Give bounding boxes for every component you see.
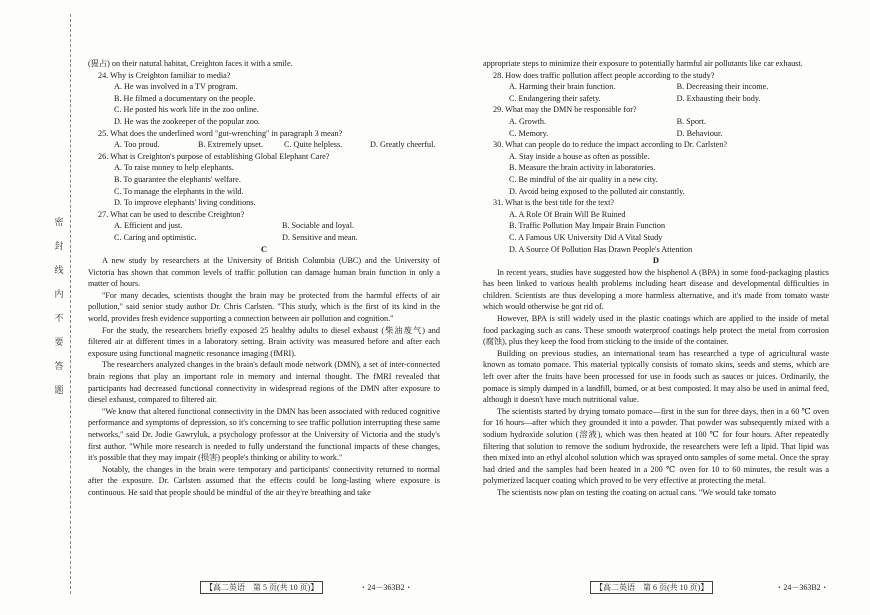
options-28-row2 xyxy=(483,93,829,105)
option-28c: C. Endangering their safety. xyxy=(509,93,601,103)
passage-c-paragraph-3: For the study, the researchers briefly exposed 25 healthy adults to diesel exhaust (柴油废气) and filtered air at different times in a laboratory setting. Brain activity was measured before and after each exposure using functional magnetic resonance imaging (fMRI). xyxy=(88,325,440,358)
question-30: 30. What can people do to reduce the impact according to Dr. Carlsten? xyxy=(493,140,728,150)
right-column xyxy=(483,58,829,499)
seal-line-label: 密 封 线 内 不 要 答 题 xyxy=(54,217,64,395)
option-26a: A. To raise money to help elephants. xyxy=(114,163,234,173)
option-25b: B. Extremely upset. xyxy=(198,140,264,150)
option-30d: D. Avoid being exposed to the polluted air constantly. xyxy=(509,186,685,196)
option-25a: A. Too proud. xyxy=(114,140,160,150)
option-24a: A. He was involved in a TV program. xyxy=(114,82,238,92)
passage-c-paragraph-6: Notably, the changes in the brain were temporary and participants' connectivity returned to normal after the exposure. Dr. Carlsten assumed that the effects could be long-lasting where exposure is continuous. He said that people should be mindful of the air they're breathing and take xyxy=(88,464,440,497)
passage-d-paragraph-2: However, BPA is still widely used in the plastic coatings which are applied to the inside of metal food packaging such as cans. These smooth waterproof coatings help protect the metal from corrosion (腐蚀), plus they keep the food from sticking to the inside of the container. xyxy=(483,314,829,347)
question-25: 25. What does the underlined word "gut-wrenching" in paragraph 3 mean? xyxy=(98,128,343,138)
option-31b: B. Traffic Pollution May Impair Brain Function xyxy=(509,221,666,231)
option-24c: C. He posted his work life in the zoo online. xyxy=(114,105,259,115)
option-27d: D. Sensitive and mean. xyxy=(281,232,358,242)
option-30b: B. Measure the brain activity in laboratories. xyxy=(509,163,656,173)
question-31: 31. What is the best title for the text? xyxy=(493,198,615,208)
passage-d-paragraph-4: The scientists started by drying tomato pomace—first in the sun for three days, then in a 60 ℃ oven for 16 hours—after which they grounded it into a powder. That powder was subsequently mixed with a sodium hydroxide solution (溶液), which was then heated at 100 ℃ for four hours. After repeatedly filtering that solution to remove the sodium hydroxide, the researchers were left a lipid. That lipid was then mixed into an ethyl alcohol solution which was sprayed onto samples of some metal. Once the spray had dried and the samples had been heated in a 200 ℃ oven for 10 to 60 minutes, the result was a polymerized lacquer coating which proved to be very effective at protecting the metal. xyxy=(483,406,829,486)
options-29-row2 xyxy=(483,128,829,140)
option-26b: B. To guarantee the elephants' welfare. xyxy=(114,174,241,184)
option-29d: D. Behaviour. xyxy=(676,128,723,138)
question-29: 29. What may the DMN be responsible for? xyxy=(493,105,637,115)
right-page-footer xyxy=(590,582,829,593)
left-page-number: 【高二英语 第 5 页(共 10 页)】 xyxy=(200,581,323,594)
section-d-heading: D xyxy=(652,255,660,266)
option-27c: C. Caring and optimistic. xyxy=(114,232,197,242)
option-28b: B. Decreasing their income. xyxy=(676,82,769,92)
option-29b: B. Sport. xyxy=(676,116,706,126)
option-26c: C. To manage the elephants in the wild. xyxy=(114,186,244,196)
right-exam-code: ・24－363B2・ xyxy=(775,583,829,592)
option-31a: A. A Role Of Brain Will Be Ruined xyxy=(509,209,626,219)
question-26: 26. What is Creighton's purpose of establishing Global Elephant Care? xyxy=(98,151,330,161)
option-27b: B. Sociable and loyal. xyxy=(281,221,355,231)
option-25d: D. Greatly cheerful. xyxy=(370,140,436,150)
option-28d: D. Exhausting their body. xyxy=(676,93,761,103)
option-26d: D. To improve elephants' living conditions. xyxy=(114,198,256,208)
left-page-footer xyxy=(200,582,413,593)
options-29-row1 xyxy=(483,116,829,128)
left-column xyxy=(88,58,440,499)
section-c-heading: C xyxy=(260,243,268,254)
passage-c-paragraph-1: A new study by researchers at the University of British Columbia (UBC) and the University of Victoria has shown that common levels of traffic pollution can damage human brain function in only a matter of hours. xyxy=(88,256,440,289)
passage-c-paragraph-2: "For many decades, scientists thought the brain may be protected from the harmful effects of air pollution," said senior study author Dr. Chris Carlsten. "This study, which is the first of its kind in the world, provides fresh evidence supporting a connection between air pollution and cognition." xyxy=(88,290,440,324)
option-29c: C. Memory. xyxy=(509,128,549,138)
passage-c-paragraph-5: "We know that altered functional connectivity in the DMN has been associated with reduced cognitive performance and symptoms of depression, so it's concerning to see traffic pollution interrupting these same networks," said Dr. Jodie Gawryluk, a psychology professor at the University of Victoria and the study's first author. "While more research is needed to fully understand the functional impacts of these changes, it's possible that they may impair (损害) people's thinking or ability to work." xyxy=(88,406,440,463)
binding-dashed-line xyxy=(70,14,71,594)
option-29a: A. Growth. xyxy=(509,116,547,126)
options-25 xyxy=(88,139,440,151)
option-27a: A. Efficient and just. xyxy=(114,221,183,231)
option-24d: D. He was the zookeeper of the popular zoo. xyxy=(114,116,260,126)
passage-d-paragraph-3: Building on previous studies, an international team has researched a type of agricultural waste known as tomato pomace. This material typically consists of tomato skins, seeds and stems, which are left over after the fruits have been processed for use in foods such as sauces or juices. Ordinarily, the pomace is simply dumped in a landfill, burned, or at best composted. It may also be used in animal feed, although it doesn't have much nutritional value. xyxy=(483,348,829,405)
option-30c: C. Be mindful of the air quality in a new city. xyxy=(509,174,658,184)
options-27-row1 xyxy=(88,220,440,232)
options-27-row2 xyxy=(88,232,440,244)
option-30a: A. Stay inside a house as often as possible. xyxy=(509,151,650,161)
question-27: 27. What can be used to describe Creighton? xyxy=(98,209,245,219)
option-28a: A. Harming their brain function. xyxy=(509,82,616,92)
passage-d-paragraph-1: In recent years, studies have suggested how the bisphenol A (BPA) in some food-packaging plastics has been linked to various health problems including heart disease and developmental difficulties in children. Scientists are thus developing a more harmless alternative, and it's made from tomato waste which would otherwise be got rid of. xyxy=(483,267,829,312)
option-24b: B. He filmed a documentary on the people. xyxy=(114,93,256,103)
passage-d-paragraph-5: The scientists now plan on testing the coating on actual cans. "We would take tomato xyxy=(497,487,776,497)
option-31d: D. A Source Of Pollution Has Drawn People's Attention xyxy=(509,244,693,254)
option-31c: C. A Famous UK University Did A Vital Study xyxy=(509,232,663,242)
passage-b-tail: (猩占) on their natural habitat, Creighton faces it with a smile. xyxy=(88,59,293,68)
left-exam-code: ・24－363B2・ xyxy=(359,583,413,592)
option-25c: C. Quite helpless. xyxy=(284,140,343,150)
question-28: 28. How does traffic pollution affect people according to the study? xyxy=(493,70,715,80)
passage-c-paragraph-4: The researchers analyzed changes in the brain's default mode network (DMN), a set of inter-connected brain regions that play an important role in memory and internal thought. The fMRI revealed that participants had decreased functional connectivity in widespread regions of the DMN after exposure to diesel exhaust, compared to filtered air. xyxy=(88,360,440,405)
question-24: 24. Why is Creighton familiar to media? xyxy=(98,70,231,80)
passage-c-tail: appropriate steps to minimize their exposure to potentially harmful air pollutants like car exhaust. xyxy=(483,59,803,68)
options-28-row1 xyxy=(483,81,829,93)
right-page-number: 【高二英语 第 6 页(共 10 页)】 xyxy=(590,581,713,594)
